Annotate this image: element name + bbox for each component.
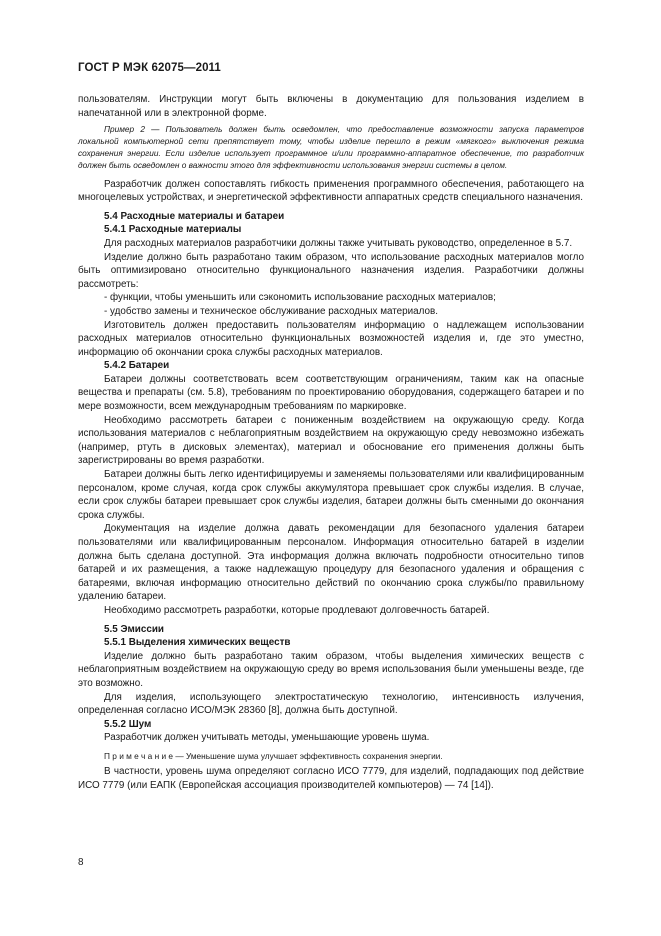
document-header: ГОСТ Р МЭК 62075—2011: [78, 62, 221, 74]
section-5-4-2-heading: 5.4.2 Батареи: [104, 360, 170, 372]
paragraph-software-flexibility: Разработчик должен сопоставлять гибкость применения программного обеспечения, работающего на многоцелевых устройствах, и энергетической эффективности аппаратных средств специального назначения.: [78, 178, 584, 204]
paragraph-battery-durability: Необходимо рассмотреть разработки, которые продлевают долговечность батарей.: [104, 604, 490, 616]
section-5-5-1-heading: 5.5.1 Выделения химических веществ: [104, 637, 291, 649]
example-2: Пример 2 — Пользователь должен быть осведомлен, что предоставление возможности запуска параметров локальной компьютерной сети препятствует тому, чтобы изделие перешло в режим «мягкого» выключения режима сохранения энергии. Если изделие использует программное и/или программно-аппаратное обеспечение, то разработчик должен быть осведомлен о важности этого для эффективности использования энергии системы в целом.: [78, 124, 584, 171]
note-noise: [78, 750, 584, 762]
paragraph-chemical-emissions: Изделие должно быть разработано таким образом, чтобы выделения химических веществ с неблагоприятным воздействием на окружающую среду во время использования были уменьшены везде, где это возможно.: [78, 650, 584, 689]
paragraph-battery-replacement: Батареи должны быть легко идентифицируемы и заменяемы пользователями или квалифицированным персоналом, кроме случая, когда срок службы аккумулятора превышает срок службы изделия. В случае, если срок службы батареи превышает срок службы изделия, батареи должны быть сменными до окончания срока службы.: [78, 469, 584, 521]
list-item-functions: - функции, чтобы уменьшить или сэкономить использование расходных материалов;: [104, 292, 496, 304]
paragraph-battery-impact: Необходимо рассмотреть батареи с пониженным воздействием на окружающую среду. Когда использования материалов с неблагоприятным воздействием на окружающую среду невозможно избежать (например, ртуть в дисковых элементах), материал и обоснование его применения должны быть зарегистрированы во время разработки.: [78, 414, 584, 467]
paragraph-consumables-info: Изготовитель должен предоставить пользователям информацию о надлежащем использовании расходных материалов относительно функциональных возможностей изделия и, где это уместно, информацию об окончании срока службы расходных материалов.: [78, 319, 584, 358]
paragraph-continuation: пользователям. Инструкции могут быть включены в документацию для пользования изделием в напечатанной или в электронной форме.: [78, 94, 584, 119]
paragraph-battery-restrictions: Батареи должны соответствовать всем соответствующим ограничениям, таким как на опасные вещества и препараты (см. 5.8), требованиям по проектированию оборудования, содержащего батареи и по мере возможности, всем международным требованиям по маркировке.: [78, 373, 584, 413]
section-5-4-heading: 5.4 Расходные материалы и батареи: [104, 210, 285, 222]
paragraph-consumables-guidance: Для расходных материалов разработчики должны также учитывать руководство, определенное в 5.7.: [104, 237, 573, 249]
page-number: 8: [78, 857, 84, 868]
section-5-5-2-heading: 5.5.2 Шум: [104, 718, 152, 730]
list-item-replacement: - удобство замены и техническое обслуживание расходных материалов.: [104, 305, 439, 317]
note-text: — Уменьшение шума улучшает эффективность сохранения энергии.: [173, 750, 443, 761]
paragraph-consumables-optimization: Изделие должно быть разработано таким образом, что использование расходных материалов могло быть оптимизировано относительно функционального назначения изделия. Разработчики должны рассмотреть:: [78, 251, 584, 290]
paragraph-noise-standard: В частности, уровень шума определяют согласно ИСО 7779, для изделий, подпадающих под действие ИСО 7779 (или ЕАПК (Европейская ассоциация производителей компьютеров) — 74 [14]).: [78, 766, 584, 791]
section-5-4-1-heading: 5.4.1 Расходные материалы: [104, 224, 242, 236]
document-body: [78, 93, 584, 792]
note-label: П р и м е ч а н и е: [104, 750, 174, 761]
paragraph-battery-documentation: Документация на изделие должна давать рекомендации для безопасного удаления батареи пользователями или квалифицированным персоналом. Информация относительно батарей в изделии должна быть сделана доступной. Эта информация должна включать подробности относительно типов батарей и их размещения, а также надлежащую процедуру для безопасного удаления и обращения с батареями, включая информацию относительно действий по окончанию срока службы/по правильному удалению батареи.: [78, 523, 584, 603]
paragraph-electrostatic: Для изделия, использующего электростатическую технологию, интенсивность излучения, определенная согласно ИСО/МЭК 28360 [8], должна быть доступной.: [78, 691, 584, 717]
paragraph-noise-methods: Разработчик должен учитывать методы, уменьшающие уровень шума.: [104, 732, 430, 744]
section-5-5-heading: 5.5 Эмиссии: [104, 623, 164, 635]
